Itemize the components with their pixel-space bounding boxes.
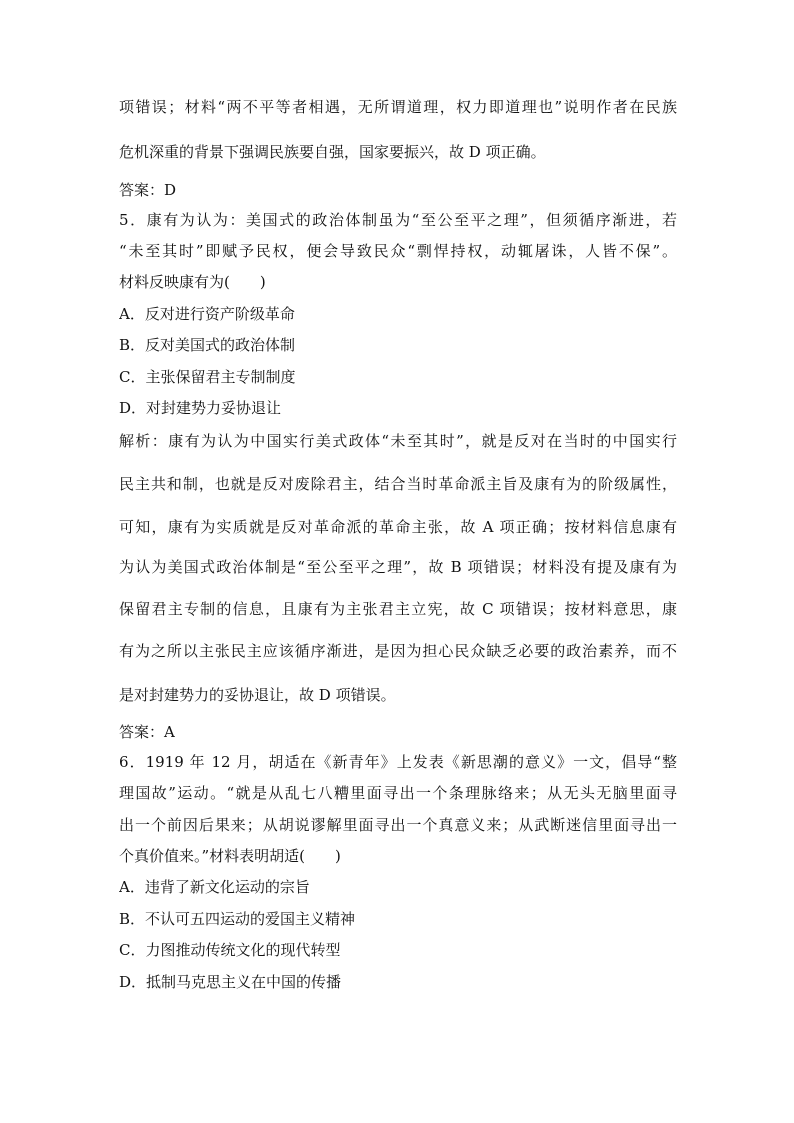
q5-explanation-line: 民主共和制，也就是反对废除君主，结合当时革命派主旨及康有为的阶级属性， [119,475,677,493]
prev-answer: 答案：D [119,181,177,199]
q5-stem-line: “未至其时”即赋予民权，便会导致民众“剽悍持权，动辄屠诛，人皆不保”。 [119,242,677,260]
q5-stem-line: 5．康有为认为：美国式的政治体制虽为“至公至平之理”，但须循序渐进，若 [119,211,677,229]
prev-explanation-line: 危机深重的背景下强调民族要自强，国家要振兴，故 D 项正确。 [119,143,546,161]
q5-explanation-line: 为认为美国式政治体制是“至公至平之理”，故 B 项错误；材料没有提及康有为 [119,558,677,576]
q5-explanation-line: 解析：康有为认为中国实行美式政体“未至其时”，就是反对在当时的中国实行 [119,432,677,450]
q6-stem-line: 理国故”运动。“就是从乱七八糟里面寻出一个条理脉络来；从无头无脑里面寻 [119,784,677,802]
q5-answer: 答案：A [119,723,175,741]
q5-option-b: B．反对美国式的政治体制 [119,336,296,354]
q5-explanation-line: 可知，康有为实质就是反对革命派的革命主张，故 A 项正确；按材料信息康有 [119,518,677,536]
q6-stem-line: 出一个前因后果来；从胡说谬解里面寻出一个真意义来；从武断迷信里面寻出一 [119,816,677,834]
q5-explanation-line: 保留君主专制的信息，且康有为主张君主立宪，故 C 项错误；按材料意思，康 [119,600,677,618]
q5-explanation-line: 有为之所以主张民主应该循序渐进，是因为担心民众缺乏必要的政治素养，而不 [119,642,677,660]
q5-option-d: D．对封建势力妥协退让 [119,399,282,417]
q6-option-b: B．不认可五四运动的爱国主义精神 [119,910,356,928]
q6-option-c: C．力图推动传统文化的现代转型 [119,941,341,959]
q5-stem-line: 材料反映康有为( ) [119,273,266,291]
q6-stem-line: 个真价值来。”材料表明胡适( ) [119,847,341,865]
q5-explanation-line: 是对封建势力的妥协退让，故 D 项错误。 [119,686,396,704]
q6-option-a: A．违背了新文化运动的宗旨 [119,878,310,896]
q5-option-a: A．反对进行资产阶级革命 [119,305,295,323]
q6-stem-line: 6．1919 年 12 月，胡适在《新青年》上发表《新思潮的意义》一文，倡导“整 [119,753,677,771]
q5-option-c: C．主张保留君主专制制度 [119,368,296,386]
prev-explanation-line: 项错误；材料“两不平等者相遇，无所谓道理，权力即道理也”说明作者在民族 [119,98,677,116]
q6-option-d: D．抵制马克思主义在中国的传播 [119,973,342,991]
